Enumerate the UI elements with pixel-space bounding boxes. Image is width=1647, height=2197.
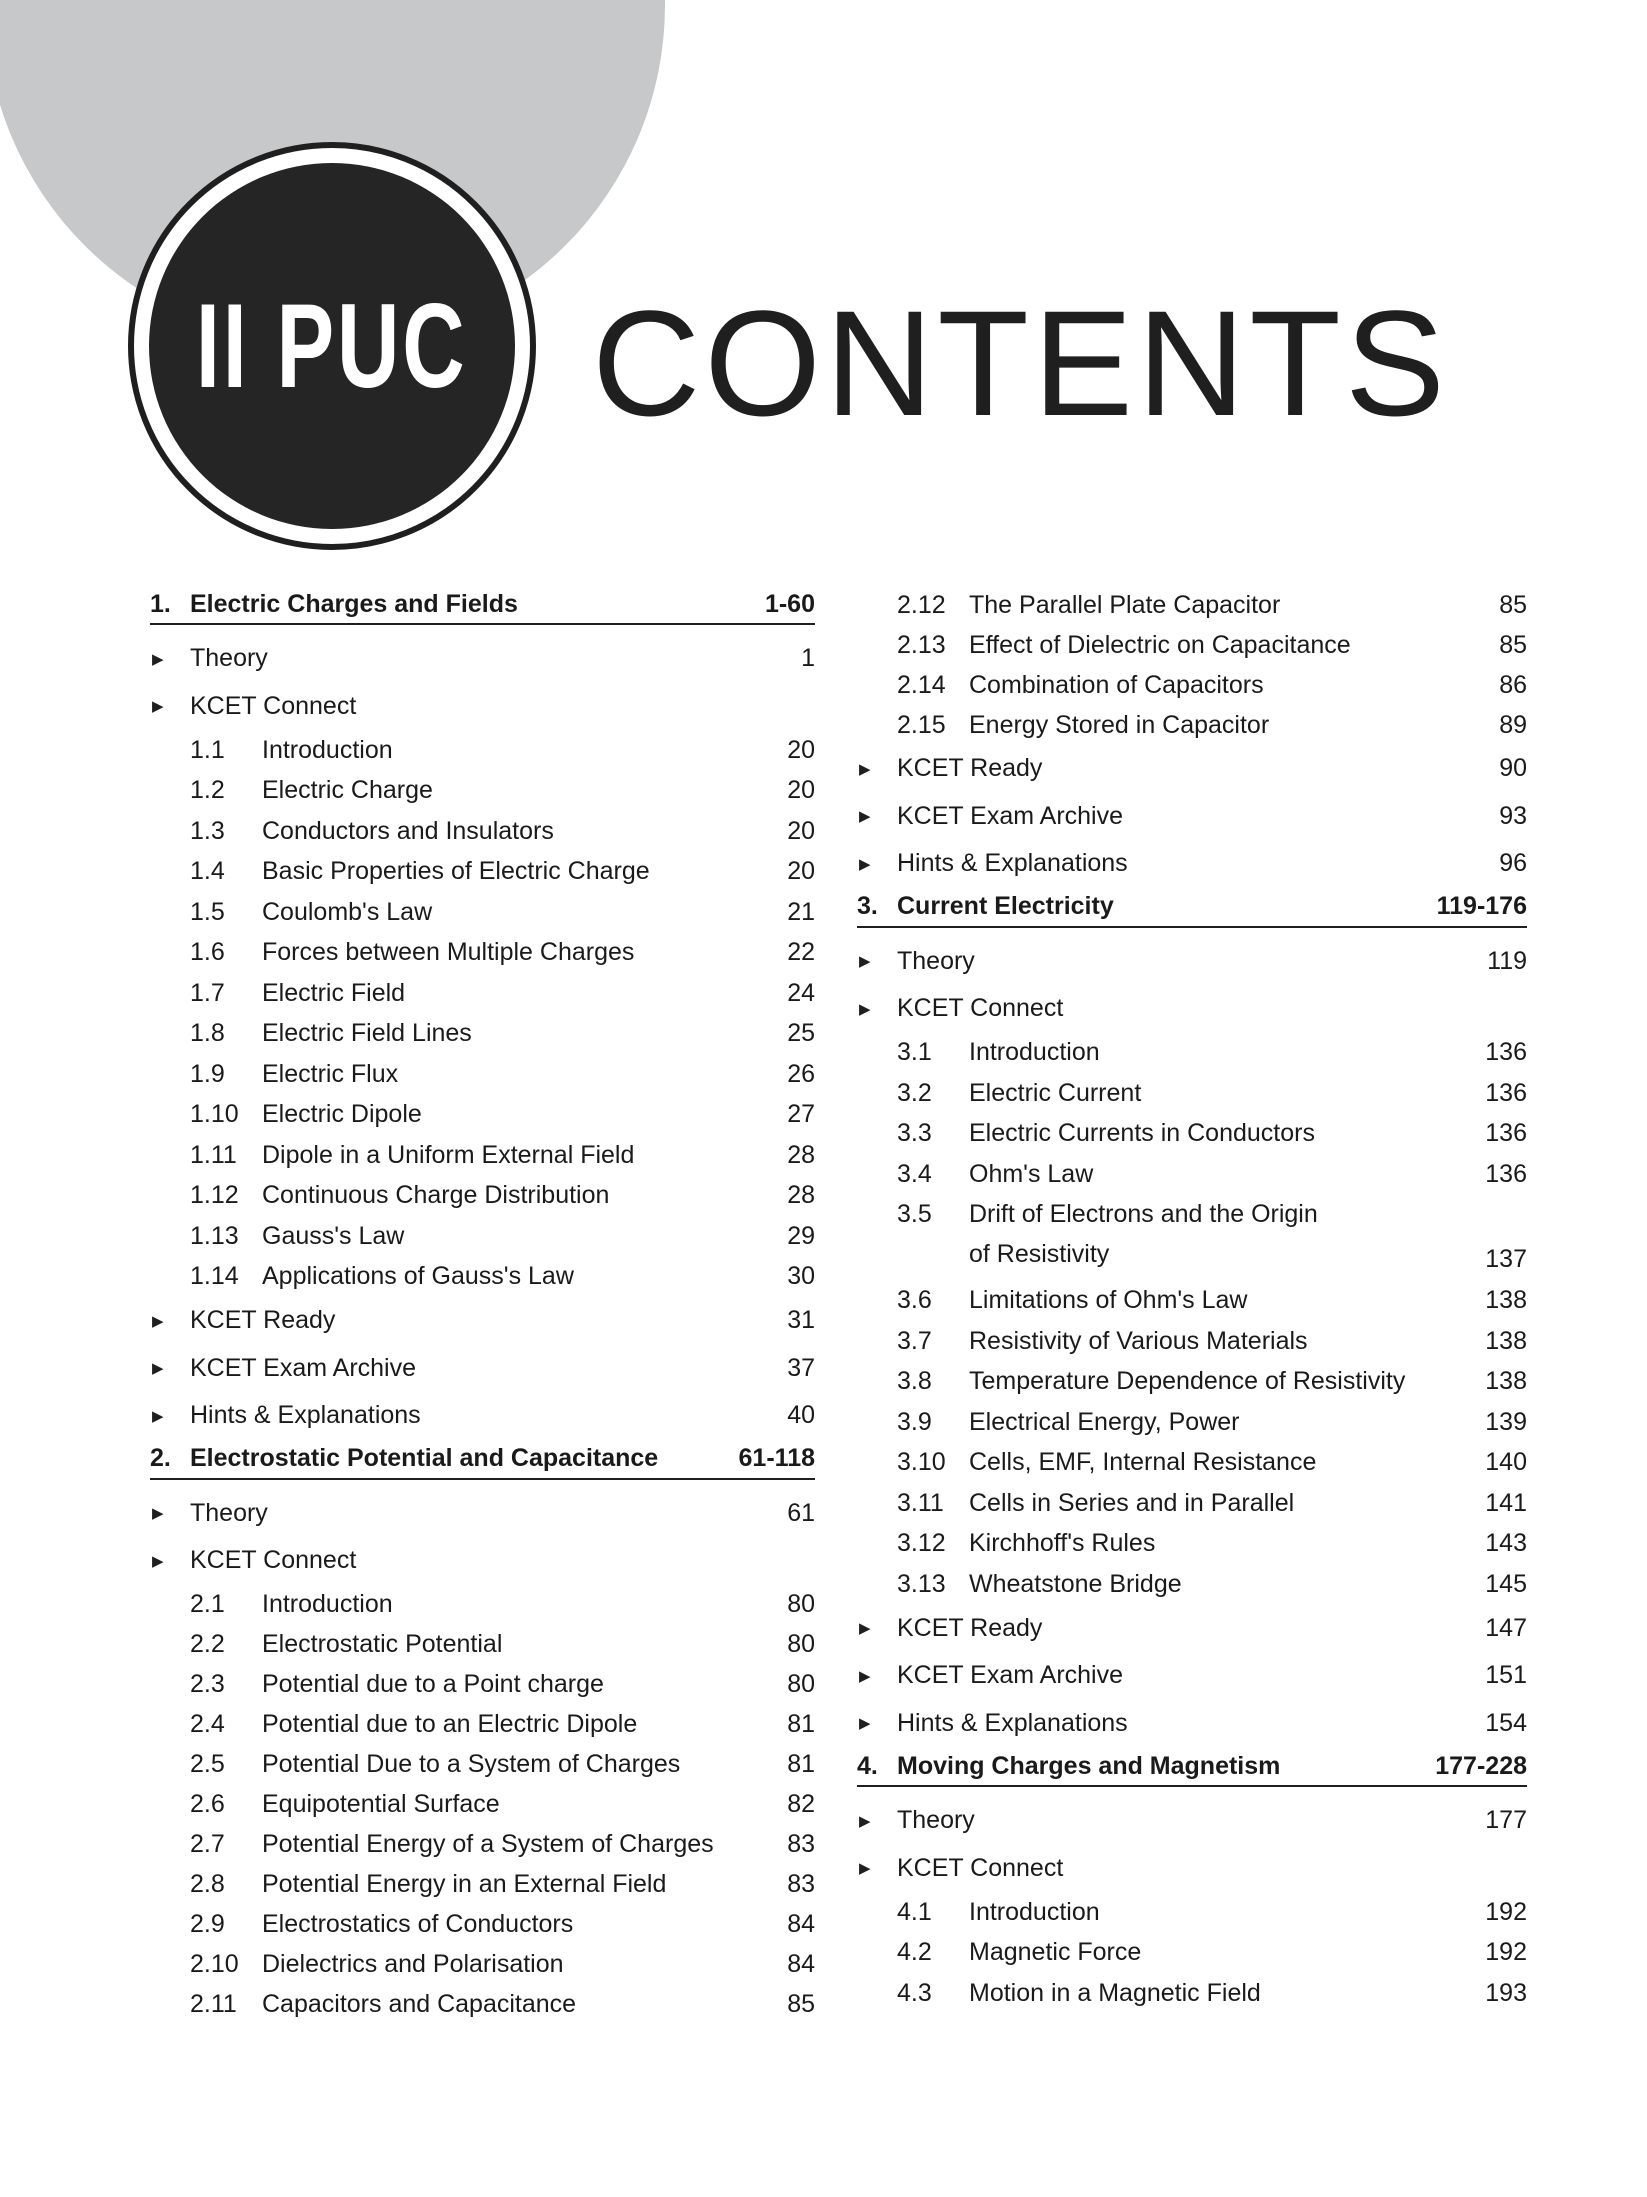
chapter-number: 2. — [150, 1444, 171, 1472]
toc-subsection-row[interactable] — [150, 1176, 815, 1217]
chapter-pages: 1-60 — [764, 589, 815, 618]
toc-entry-page: 90 — [1499, 754, 1527, 783]
bullet-triangle-icon: ▶ — [152, 698, 164, 716]
bullet-triangle-icon: ▶ — [859, 760, 871, 778]
toc-subsection-row[interactable] — [857, 665, 1527, 705]
subsection-number: 3.8 — [897, 1367, 932, 1396]
toc-entry-label: Dipole in a Uniform External Field — [262, 1140, 635, 1169]
subsection-number: 1.11 — [190, 1140, 237, 1169]
toc-entry-label: KCET Connect — [897, 1853, 1064, 1882]
toc-entry-page: 193 — [1485, 1978, 1527, 2007]
toc-subsection-row[interactable] — [857, 1321, 1527, 1362]
subsection-number: 2.2 — [190, 1630, 225, 1658]
bullet-triangle-icon: ▶ — [859, 953, 871, 971]
subsection-number: 3.12 — [897, 1529, 946, 1558]
toc-entry-page: 30 — [787, 1262, 815, 1291]
toc-entry-label: KCET Exam Archive — [190, 1353, 417, 1382]
toc-bullet-row[interactable] — [857, 1605, 1527, 1653]
toc-subsection-row[interactable] — [857, 585, 1527, 625]
toc-entry-page: 20 — [787, 735, 815, 764]
subsection-number: 3.5 — [897, 1200, 932, 1228]
toc-entry-page: 177 — [1485, 1806, 1527, 1835]
bullet-triangle-icon: ▶ — [152, 1505, 164, 1523]
subsection-number: 1.10 — [190, 1100, 239, 1129]
toc-entry-page: 85 — [1499, 630, 1527, 659]
subsection-number: 3.4 — [897, 1159, 932, 1188]
chapter-pages: 177-228 — [1435, 1751, 1527, 1780]
bullet-triangle-icon: ▶ — [152, 650, 164, 668]
toc-entry-page: 143 — [1485, 1529, 1527, 1558]
toc-entry-page: 61 — [787, 1498, 815, 1527]
toc-entry-page: 81 — [787, 1710, 815, 1738]
toc-entry-label: Electrostatic Potential — [262, 1630, 503, 1658]
toc-entry-page: 20 — [787, 776, 815, 805]
toc-entry-label: Electric Current — [969, 1078, 1142, 1107]
subsection-number: 2.11 — [190, 1990, 237, 2018]
subsection-number: 3.11 — [897, 1488, 944, 1517]
toc-entry-label: Electric Charge — [262, 776, 433, 805]
toc-subsection-row[interactable] — [150, 933, 815, 974]
toc-entry-page: 27 — [787, 1100, 815, 1129]
subsection-number: 3.2 — [897, 1078, 932, 1107]
toc-subsection-row[interactable] — [857, 705, 1527, 745]
toc-entry-label: Potential Energy in an External Field — [262, 1870, 667, 1898]
toc-entry-page: 192 — [1485, 1897, 1527, 1926]
toc-subsection-row[interactable] — [150, 771, 815, 812]
toc-entry-page: 119 — [1487, 946, 1527, 975]
toc-entry-label: KCET Connect — [190, 1546, 357, 1575]
label-line: of Resistivity — [969, 1240, 1110, 1268]
toc-entry-label: KCET Exam Archive — [897, 1661, 1124, 1690]
toc-subsection-row[interactable] — [150, 1785, 815, 1825]
toc-entry-page: 85 — [1499, 590, 1527, 619]
toc-entry-label: Electrostatics of Conductors — [262, 1910, 574, 1938]
toc-entry-label: Dielectrics and Polarisation — [262, 1950, 564, 1978]
toc-subsection-row[interactable] — [857, 1933, 1527, 1974]
toc-entry-label: Electric Dipole — [262, 1100, 422, 1129]
toc-entry-label: Potential due to a Point charge — [262, 1670, 604, 1698]
subsection-number: 1.7 — [190, 978, 225, 1007]
toc-entry-label: Potential due to an Electric Dipole — [262, 1710, 638, 1738]
subsection-number: 1.8 — [190, 1019, 225, 1048]
toc-entry-label: KCET Ready — [897, 1613, 1043, 1642]
subsection-number: 2.6 — [190, 1790, 225, 1818]
subsection-number: 1.12 — [190, 1181, 239, 1210]
toc-subsection-row[interactable] — [857, 1524, 1527, 1565]
subsection-number: 3.6 — [897, 1286, 932, 1315]
toc-entry-page: 86 — [1499, 670, 1527, 699]
toc-entry-page: 20 — [787, 816, 815, 845]
toc-entry-label: Electric Field Lines — [262, 1019, 472, 1048]
toc-bullet-row[interactable] — [857, 1652, 1527, 1700]
subsection-number: 1.13 — [190, 1221, 239, 1250]
toc-chapter-heading[interactable] — [857, 888, 1527, 928]
subsection-number: 1.2 — [190, 776, 225, 805]
toc-entry-page: 136 — [1485, 1038, 1527, 1067]
toc-entry-label: Introduction — [969, 1897, 1100, 1926]
toc-subsection-row[interactable] — [150, 1257, 815, 1298]
toc-entry-page: 21 — [787, 897, 815, 926]
subsection-number: 1.4 — [190, 857, 225, 886]
toc-entry-page: 137 — [1485, 1244, 1527, 1273]
chapter-number: 4. — [857, 1751, 878, 1780]
subsection-number: 1.3 — [190, 816, 225, 845]
toc-entry-page: 138 — [1485, 1367, 1527, 1396]
toc-entry-label: Hints & Explanations — [190, 1401, 421, 1430]
bullet-triangle-icon: ▶ — [152, 1552, 164, 1570]
bullet-triangle-icon: ▶ — [859, 1715, 871, 1733]
toc-subsection-row[interactable] — [150, 1054, 815, 1095]
toc-entry-label: Ohm's Law — [969, 1159, 1094, 1188]
toc-entry-page: 136 — [1485, 1119, 1527, 1148]
toc-entry-page: 138 — [1485, 1286, 1527, 1315]
toc-entry-label: Cells in Series and in Parallel — [969, 1488, 1295, 1517]
bullet-triangle-icon: ▶ — [859, 808, 871, 826]
toc-entry-page: 29 — [787, 1221, 815, 1250]
page-title: CONTENTS — [592, 279, 1449, 447]
toc-subsection-row[interactable] — [857, 1483, 1527, 1524]
bullet-triangle-icon: ▶ — [859, 855, 871, 873]
toc-entry-page: 145 — [1485, 1569, 1527, 1598]
toc-entry-label: Electric Currents in Conductors — [969, 1119, 1315, 1148]
toc-subsection-row[interactable] — [857, 1154, 1527, 1195]
toc-entry-label: Forces between Multiple Charges — [262, 938, 635, 967]
subsection-number: 3.7 — [897, 1326, 932, 1355]
toc-entry-page: 141 — [1485, 1488, 1527, 1517]
contents-left-column — [150, 585, 815, 2025]
toc-entry-label: Kirchhoff's Rules — [969, 1529, 1156, 1558]
toc-subsection-row[interactable] — [150, 1625, 815, 1665]
toc-bullet-row[interactable] — [857, 1797, 1527, 1845]
toc-subsection-row[interactable] — [150, 1985, 815, 2025]
subsection-number: 2.13 — [897, 630, 946, 659]
toc-entry-label: Potential Energy of a System of Charges — [262, 1830, 714, 1858]
chapter-title: Electric Charges and Fields — [190, 589, 518, 618]
toc-entry-label: Applications of Gauss's Law — [262, 1262, 574, 1291]
toc-bullet-row[interactable] — [150, 1537, 815, 1585]
toc-subsection-row[interactable] — [857, 625, 1527, 665]
chapter-title: Electrostatic Potential and Capacitance — [190, 1444, 659, 1472]
subsection-number: 1.9 — [190, 1059, 225, 1088]
subsection-number: 2.10 — [190, 1950, 239, 1978]
toc-entry-page: 37 — [787, 1353, 815, 1382]
toc-entry-page: 20 — [787, 857, 815, 886]
toc-entry-page: 136 — [1485, 1159, 1527, 1188]
subsection-number: 4.3 — [897, 1978, 932, 2007]
toc-entry-page: 22 — [787, 938, 815, 967]
subsection-number: 1.14 — [190, 1262, 239, 1291]
subsection-number: 3.9 — [897, 1407, 932, 1436]
toc-subsection-row[interactable] — [150, 1014, 815, 1055]
toc-entry-label: Coulomb's Law — [262, 897, 433, 926]
toc-entry-label: Theory — [190, 644, 268, 673]
toc-bullet-row[interactable] — [857, 840, 1527, 888]
subsection-number: 1.6 — [190, 938, 225, 967]
toc-entry-label: Theory — [897, 1806, 975, 1835]
class-badge — [149, 163, 515, 529]
subsection-number: 3.3 — [897, 1119, 932, 1148]
toc-entry-page: 84 — [787, 1910, 815, 1938]
toc-subsection-row[interactable] — [150, 1135, 815, 1176]
subsection-number: 2.1 — [190, 1590, 225, 1618]
bullet-triangle-icon: ▶ — [859, 1860, 871, 1878]
toc-subsection-row[interactable] — [150, 1705, 815, 1745]
toc-entry-page: 40 — [787, 1401, 815, 1430]
toc-bullet-row[interactable] — [150, 1345, 815, 1393]
toc-entry-label: KCET Connect — [190, 691, 357, 720]
toc-entry-label: Theory — [190, 1498, 268, 1527]
toc-bullet-row[interactable] — [857, 938, 1527, 986]
toc-subsection-row[interactable] — [857, 1195, 1527, 1281]
toc-entry-page: 82 — [787, 1790, 815, 1818]
toc-bullet-row[interactable] — [150, 683, 815, 731]
chapter-number: 3. — [857, 892, 878, 920]
toc-entry-page: 85 — [787, 1990, 815, 2018]
chapter-pages: 61-118 — [738, 1444, 815, 1472]
toc-entry-label: Electrical Energy, Power — [969, 1407, 1240, 1436]
toc-entry-label: Combination of Capacitors — [969, 670, 1264, 699]
toc-entry-label: Introduction — [969, 1038, 1100, 1067]
toc-entry-page: 80 — [787, 1670, 815, 1698]
bullet-triangle-icon: ▶ — [152, 1360, 164, 1378]
subsection-number: 4.2 — [897, 1938, 932, 1967]
toc-entry-page: 154 — [1485, 1708, 1527, 1737]
toc-entry-label: Temperature Dependence of Resistivity — [969, 1367, 1406, 1396]
toc-subsection-row[interactable] — [857, 1114, 1527, 1155]
toc-subsection-row[interactable] — [857, 1073, 1527, 1114]
toc-entry-page: 1 — [801, 644, 815, 673]
toc-entry-label: Equipotential Surface — [262, 1790, 500, 1818]
subsection-number: 2.5 — [190, 1750, 225, 1778]
toc-entry-label: Motion in a Magnetic Field — [969, 1978, 1261, 2007]
chapter-number: 1. — [150, 589, 171, 618]
toc-entry-label: Hints & Explanations — [897, 849, 1128, 878]
toc-entry-page: 28 — [787, 1181, 815, 1210]
toc-entry-label: KCET Exam Archive — [897, 801, 1124, 830]
toc-entry-label: The Parallel Plate Capacitor — [969, 590, 1281, 619]
toc-subsection-row[interactable] — [150, 1945, 815, 1985]
toc-bullet-row[interactable] — [150, 635, 815, 683]
toc-entry-label: Limitations of Ohm's Law — [969, 1286, 1248, 1315]
toc-entry-page: 138 — [1485, 1326, 1527, 1355]
toc-subsection-row[interactable] — [857, 1443, 1527, 1484]
toc-subsection-row[interactable] — [150, 852, 815, 893]
toc-entry-page: 81 — [787, 1750, 815, 1778]
subsection-number: 2.4 — [190, 1710, 225, 1738]
chapter-pages: 119-176 — [1436, 892, 1527, 920]
toc-entry-page: 80 — [787, 1630, 815, 1658]
toc-entry-label — [969, 1195, 1457, 1275]
toc-entry-label: Gauss's Law — [262, 1221, 405, 1250]
toc-bullet-row[interactable] — [150, 1392, 815, 1440]
toc-subsection-row[interactable] — [150, 973, 815, 1014]
chapter-title: Current Electricity — [897, 892, 1114, 920]
toc-subsection-row[interactable] — [150, 1905, 815, 1945]
toc-entry-label: Magnetic Force — [969, 1938, 1142, 1967]
toc-subsection-row[interactable] — [857, 1281, 1527, 1322]
toc-subsection-row[interactable] — [150, 1745, 815, 1785]
toc-entry-label: KCET Connect — [897, 994, 1064, 1023]
subsection-number: 2.9 — [190, 1910, 225, 1938]
toc-entry-page: 25 — [787, 1019, 815, 1048]
toc-subsection-row[interactable] — [150, 1825, 815, 1865]
toc-subsection-row[interactable] — [150, 892, 815, 933]
toc-entry-page: 96 — [1499, 849, 1527, 878]
bullet-triangle-icon: ▶ — [859, 1000, 871, 1018]
toc-subsection-row[interactable] — [150, 1585, 815, 1625]
toc-entry-label: Electric Field — [262, 978, 406, 1007]
toc-entry-page: 84 — [787, 1950, 815, 1978]
bullet-triangle-icon: ▶ — [152, 1312, 164, 1330]
toc-entry-page: 80 — [787, 1590, 815, 1618]
toc-bullet-row[interactable] — [857, 745, 1527, 793]
subsection-number: 2.8 — [190, 1870, 225, 1898]
toc-entry-page: 24 — [787, 978, 815, 1007]
toc-entry-label: Continuous Charge Distribution — [262, 1181, 610, 1210]
subsection-number: 3.13 — [897, 1569, 946, 1598]
toc-bullet-row[interactable] — [857, 985, 1527, 1033]
contents-right-column — [857, 585, 1527, 2014]
toc-entry-label: Hints & Explanations — [897, 1708, 1128, 1737]
toc-entry-page: 28 — [787, 1140, 815, 1169]
toc-bullet-row[interactable] — [150, 1490, 815, 1538]
toc-subsection-row[interactable] — [857, 1564, 1527, 1605]
toc-bullet-row[interactable] — [857, 1845, 1527, 1893]
toc-entry-label: Conductors and Insulators — [262, 816, 554, 845]
toc-entry-page: 26 — [787, 1059, 815, 1088]
toc-subsection-row[interactable] — [857, 1973, 1527, 2014]
toc-entry-label: Effect of Dielectric on Capacitance — [969, 630, 1351, 659]
toc-entry-page: 151 — [1485, 1661, 1527, 1690]
toc-entry-label: Basic Properties of Electric Charge — [262, 857, 650, 886]
subsection-number: 4.1 — [897, 1897, 932, 1926]
toc-entry-page: 83 — [787, 1830, 815, 1858]
toc-entry-page: 93 — [1499, 801, 1527, 830]
subsection-number: 2.3 — [190, 1670, 225, 1698]
toc-entry-page: 136 — [1485, 1078, 1527, 1107]
subsection-number: 2.14 — [897, 670, 946, 699]
subsection-number: 1.1 — [190, 735, 225, 764]
toc-bullet-row[interactable] — [150, 1297, 815, 1345]
toc-chapter-heading[interactable] — [857, 1747, 1527, 1787]
toc-subsection-row[interactable] — [150, 730, 815, 771]
bullet-triangle-icon: ▶ — [859, 1812, 871, 1830]
subsection-number: 1.5 — [190, 897, 225, 926]
bullet-triangle-icon: ▶ — [152, 1407, 164, 1425]
toc-entry-label: KCET Ready — [190, 1306, 336, 1335]
toc-entry-label: Cells, EMF, Internal Resistance — [969, 1448, 1317, 1477]
toc-entry-label: Introduction — [262, 735, 393, 764]
toc-entry-page: 89 — [1499, 710, 1527, 739]
toc-entry-label: Capacitors and Capacitance — [262, 1990, 577, 2018]
bullet-triangle-icon: ▶ — [859, 1620, 871, 1638]
toc-bullet-row[interactable] — [857, 1700, 1527, 1748]
subsection-number: 3.10 — [897, 1448, 946, 1477]
toc-entry-label: Energy Stored in Capacitor — [969, 710, 1270, 739]
toc-subsection-row[interactable] — [150, 1216, 815, 1257]
toc-entry-page: 140 — [1485, 1448, 1527, 1477]
toc-entry-label: Wheatstone Bridge — [969, 1569, 1182, 1598]
toc-entry-page: 31 — [787, 1306, 815, 1335]
toc-entry-page: 192 — [1485, 1938, 1527, 1967]
label-line: Drift of Electrons and the Origin — [969, 1200, 1318, 1228]
toc-entry-label: Introduction — [262, 1590, 393, 1618]
toc-subsection-row[interactable] — [857, 1892, 1527, 1933]
toc-subsection-row[interactable] — [857, 1362, 1527, 1403]
toc-subsection-row[interactable] — [857, 1402, 1527, 1443]
toc-subsection-row[interactable] — [150, 811, 815, 852]
toc-chapter-heading[interactable] — [150, 1440, 815, 1480]
toc-entry-label: KCET Ready — [897, 754, 1043, 783]
toc-entry-page: 147 — [1485, 1613, 1527, 1642]
toc-entry-page: 139 — [1485, 1407, 1527, 1436]
toc-entry-label: Potential Due to a System of Charges — [262, 1750, 681, 1778]
subsection-number: 2.7 — [190, 1830, 225, 1858]
subsection-number: 3.1 — [897, 1038, 932, 1067]
toc-bullet-row[interactable] — [857, 793, 1527, 841]
bullet-triangle-icon: ▶ — [859, 1667, 871, 1685]
toc-entry-label: Theory — [897, 946, 975, 975]
chapter-title: Moving Charges and Magnetism — [897, 1751, 1281, 1780]
subsection-number: 2.15 — [897, 710, 946, 739]
toc-subsection-row[interactable] — [150, 1095, 815, 1136]
toc-subsection-row[interactable] — [150, 1865, 815, 1905]
toc-chapter-heading[interactable] — [150, 585, 815, 625]
toc-subsection-row[interactable] — [150, 1665, 815, 1705]
badge-text: II PUC — [196, 279, 468, 413]
subsection-number: 2.12 — [897, 590, 946, 619]
toc-entry-label: Electric Flux — [262, 1059, 399, 1088]
toc-subsection-row[interactable] — [857, 1033, 1527, 1074]
toc-entry-page: 83 — [787, 1870, 815, 1898]
toc-entry-label: Resistivity of Various Materials — [969, 1326, 1308, 1355]
